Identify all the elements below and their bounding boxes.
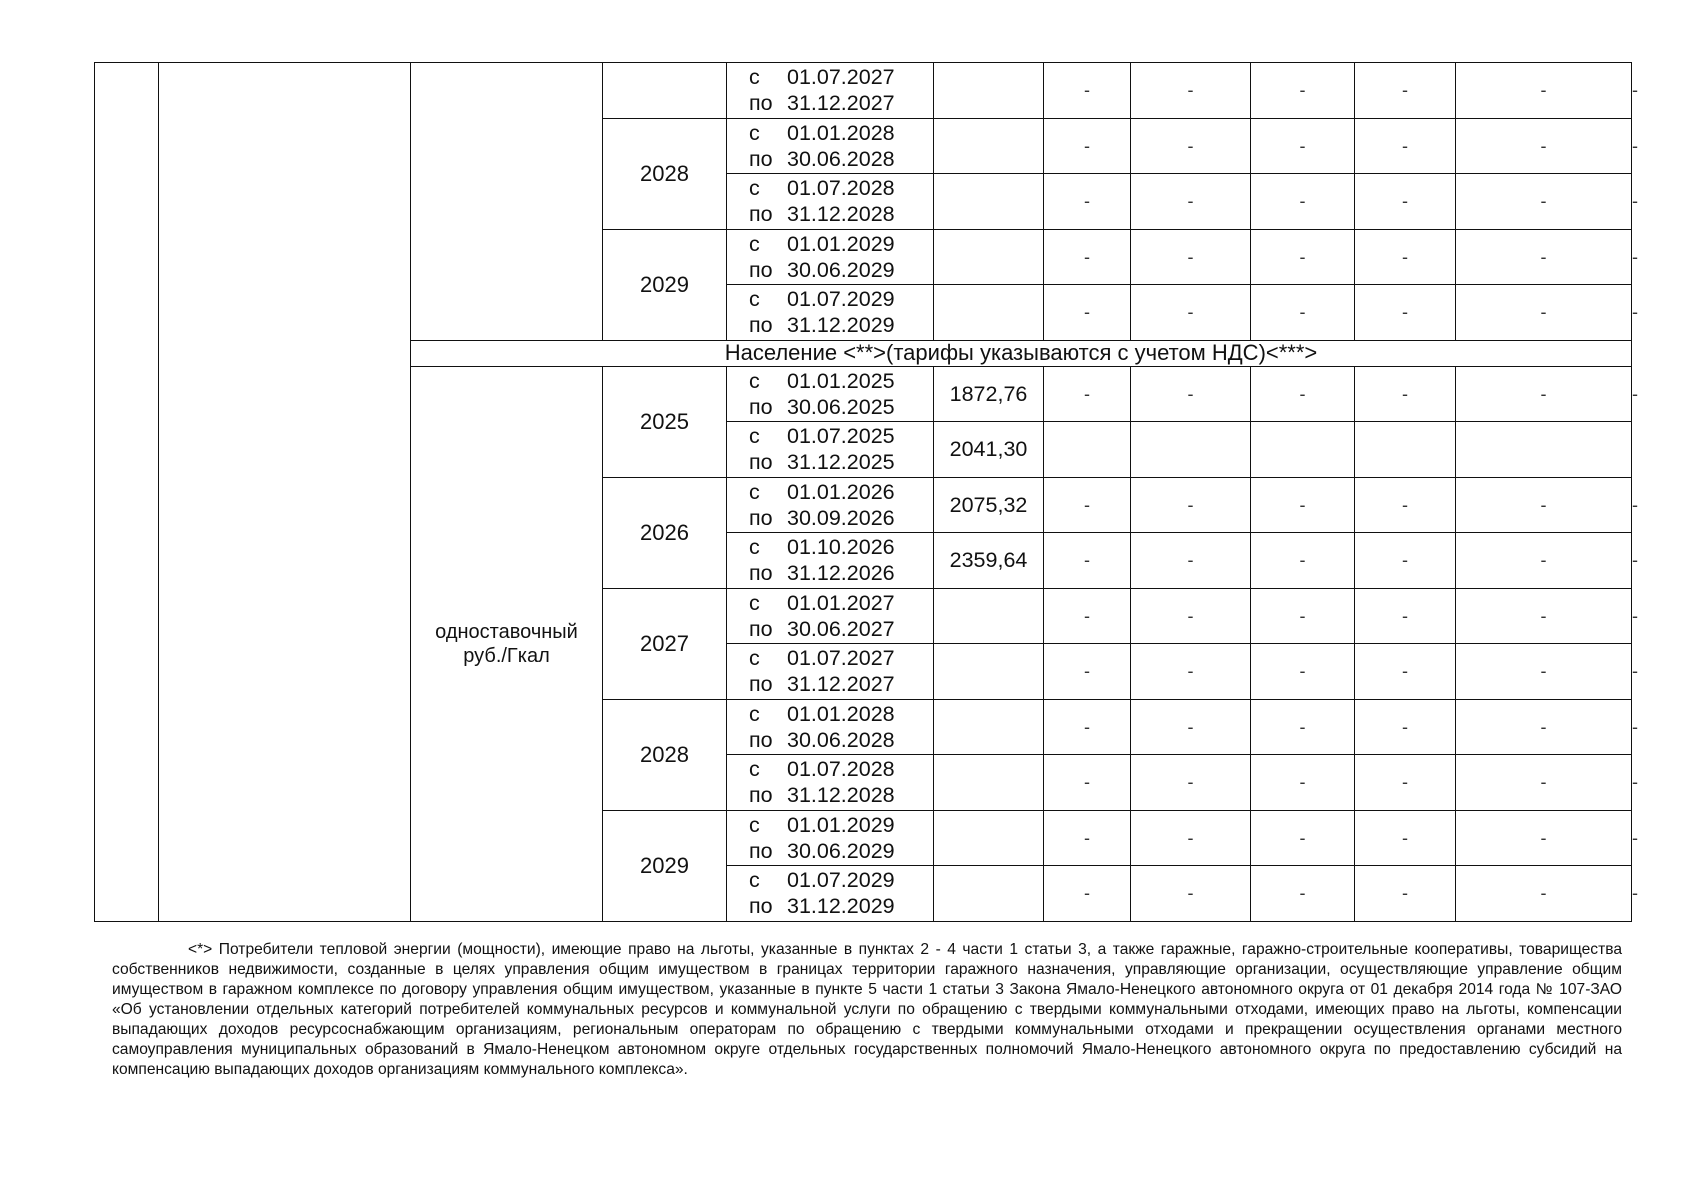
dash-cell: - bbox=[1251, 229, 1355, 285]
dash-cell: - bbox=[1044, 477, 1131, 533]
dash-cell: - bbox=[1355, 699, 1456, 755]
dash-cell: - bbox=[1044, 866, 1131, 922]
period-to bbox=[749, 201, 933, 227]
to-date: 31.12.2027 bbox=[787, 91, 895, 116]
dash-cell: - bbox=[1044, 755, 1131, 811]
year-cell: 2029 bbox=[603, 229, 727, 340]
tariff-value: 1872,76 bbox=[934, 366, 1044, 422]
dash-cell: - bbox=[1044, 588, 1131, 644]
dash-cell: - bbox=[1456, 755, 1632, 811]
to-prefix: по bbox=[749, 672, 773, 697]
dash-cell: - bbox=[1131, 588, 1251, 644]
from-prefix: с bbox=[749, 812, 760, 837]
dash-cell: - bbox=[1044, 644, 1131, 700]
footnote: <*> Потребители тепловой энергии (мощности), имеющие право на льготы, указанные в пунктах 2 - 4 части 1 статьи 3, а также гаражные, гаражно-строительные кооперативы, товарищества собственников недвижимости, созданные в целях управления общим имуществом в границах территории гаражного назначения, управляющие организации, осуществляющие управление общим имуществом в гаражном комплексе по договору управления общим имуществом, указанные в пункте 5 части 1 статьи 3 Закона Ямало-Ненецкого автономного округа от 01 декабря 2014 года № 107-ЗАО «Об установлении отдельных категорий потребителей коммунальных ресурсов и коммунальной услуги по обращению с твердыми коммунальными отходами, имеющих право на льготы, компенсации выпадающих доходов ресурсоснабжающим организациям, региональным операторам по обращению с твердыми коммунальными отходами и прекращении осуществления органами местного самоуправления муниципальных образований в Ямало-Ненецком автономном округе отдельных государственных полномочий Ямало-Ненецкого автономного округа по предоставлению субсидий на компенсацию выпадающих доходов организациям коммунального комплекса». bbox=[112, 941, 1622, 1078]
period-cell bbox=[727, 477, 934, 533]
dash-cell: - bbox=[1355, 229, 1456, 285]
dash-cell: - bbox=[1251, 533, 1355, 589]
table-row: 2028 с 01.01.2028 по 30.06.2028 - - - - - - bbox=[95, 118, 1632, 174]
to-prefix: по bbox=[749, 313, 773, 338]
dash-cell: - bbox=[1044, 699, 1131, 755]
to-prefix: по bbox=[749, 450, 773, 475]
period-cell bbox=[727, 699, 934, 755]
dash-cell: - bbox=[1355, 366, 1456, 422]
to-prefix: по bbox=[749, 727, 773, 752]
period-to bbox=[749, 616, 933, 642]
dash-cell: - bbox=[1355, 588, 1456, 644]
dash-cell: - bbox=[1456, 366, 1632, 422]
dash-cell: - bbox=[1456, 118, 1632, 174]
period-cell bbox=[727, 866, 934, 922]
dash-cell: - bbox=[1044, 229, 1131, 285]
period-from bbox=[749, 867, 933, 893]
table-row: с 01.07.2027 по 31.12.2027 - - - - - - bbox=[95, 644, 1632, 700]
dash-cell: - bbox=[1131, 174, 1251, 230]
from-prefix: с bbox=[749, 479, 760, 504]
dash-cell: - bbox=[1456, 63, 1632, 119]
period-cell bbox=[727, 63, 934, 119]
period-from bbox=[749, 645, 933, 671]
to-prefix: по bbox=[749, 202, 773, 227]
period-to bbox=[749, 505, 933, 531]
table-row: с 01.07.2029 по 31.12.2029 - - - - - - bbox=[95, 866, 1632, 922]
to-date: 31.12.2025 bbox=[787, 450, 895, 475]
period-cell bbox=[727, 229, 934, 285]
dash-cell: - bbox=[1131, 866, 1251, 922]
dash-cell: - bbox=[1251, 810, 1355, 866]
period-from bbox=[749, 534, 933, 560]
period-from bbox=[749, 231, 933, 257]
table-row: 2028 с 01.01.2028 по 30.06.2028 - - - - - - bbox=[95, 699, 1632, 755]
dash-cell: - bbox=[1131, 810, 1251, 866]
empty-cell bbox=[1355, 422, 1456, 478]
dash-cell: - bbox=[1251, 285, 1355, 341]
tariff-value: 2075,32 bbox=[934, 477, 1044, 533]
dash-cell: - bbox=[1456, 229, 1632, 285]
dash-cell: - bbox=[1131, 644, 1251, 700]
dash-cell: - bbox=[1251, 588, 1355, 644]
dash-cell: - bbox=[1251, 644, 1355, 700]
tariff-table bbox=[94, 62, 1638, 922]
dash-cell: - bbox=[1131, 755, 1251, 811]
dash-cell: - bbox=[1355, 174, 1456, 230]
dash-cell: - bbox=[1355, 477, 1456, 533]
period-cell bbox=[727, 810, 934, 866]
dash-cell: - bbox=[1044, 366, 1131, 422]
dash-cell: - bbox=[1456, 588, 1632, 644]
dash-cell: - bbox=[1456, 810, 1632, 866]
from-date: 01.01.2025 bbox=[787, 368, 895, 393]
from-date: 01.07.2029 bbox=[787, 287, 895, 312]
to-prefix: по bbox=[749, 616, 773, 641]
period-from bbox=[749, 175, 933, 201]
to-date: 31.12.2028 bbox=[787, 783, 895, 808]
organization-cell bbox=[159, 63, 411, 922]
table-row: с 01.07.2028 по 31.12.2028 - - - - - - bbox=[95, 755, 1632, 811]
to-date: 31.12.2027 bbox=[787, 672, 895, 697]
dash-cell: - bbox=[1044, 174, 1131, 230]
to-prefix: по bbox=[749, 783, 773, 808]
year-cell: 2029 bbox=[603, 810, 727, 921]
empty-cell bbox=[1456, 422, 1632, 478]
dash-cell: - bbox=[1044, 285, 1131, 341]
dash-cell: - bbox=[1251, 755, 1355, 811]
period-from bbox=[749, 812, 933, 838]
number-cell bbox=[95, 63, 159, 922]
dash-cell: - bbox=[1355, 63, 1456, 119]
to-date: 31.12.2029 bbox=[787, 894, 895, 919]
table-row: 2027 с 01.01.2027 по 30.06.2027 - - - - - - bbox=[95, 588, 1632, 644]
from-date: 01.07.2029 bbox=[787, 868, 895, 893]
to-prefix: по bbox=[749, 894, 773, 919]
table-row: с 01.07.2029 по 31.12.2029 - - - - - - bbox=[95, 285, 1632, 341]
period-from bbox=[749, 590, 933, 616]
dash-cell: - bbox=[1044, 63, 1131, 119]
to-date: 30.06.2028 bbox=[787, 146, 895, 171]
period-from bbox=[749, 120, 933, 146]
from-date: 01.01.2028 bbox=[787, 120, 895, 145]
to-date: 31.12.2026 bbox=[787, 561, 895, 586]
tariff-value bbox=[934, 810, 1044, 866]
tariff-value bbox=[934, 63, 1044, 119]
period-to bbox=[749, 90, 933, 116]
to-prefix: по bbox=[749, 146, 773, 171]
period-to bbox=[749, 727, 933, 753]
dash-cell: - bbox=[1131, 285, 1251, 341]
period-to bbox=[749, 449, 933, 475]
to-date: 30.06.2029 bbox=[787, 838, 895, 863]
dash-cell: - bbox=[1456, 285, 1632, 341]
from-date: 01.01.2028 bbox=[787, 701, 895, 726]
year-cell bbox=[603, 63, 727, 119]
to-prefix: по bbox=[749, 505, 773, 530]
year-cell: 2026 bbox=[603, 477, 727, 588]
period-from bbox=[749, 701, 933, 727]
to-date: 30.06.2027 bbox=[787, 616, 895, 641]
dash-cell: - bbox=[1355, 810, 1456, 866]
dash-cell: - bbox=[1355, 533, 1456, 589]
table-row: с 01.07.2028 по 31.12.2028 - - - - - - bbox=[95, 174, 1632, 230]
tariff-table-body bbox=[95, 63, 1638, 922]
from-prefix: с bbox=[749, 535, 760, 560]
tariff-kind-cell: одноставочный руб./Гкал bbox=[411, 366, 603, 921]
to-prefix: по bbox=[749, 91, 773, 116]
year-cell: 2027 bbox=[603, 588, 727, 699]
dash-cell: - bbox=[1251, 866, 1355, 922]
dash-cell: - bbox=[1251, 366, 1355, 422]
year-cell: 2025 bbox=[603, 366, 727, 477]
tariff-kind-cell bbox=[411, 63, 603, 341]
dash-cell: - bbox=[1044, 533, 1131, 589]
from-date: 01.07.2025 bbox=[787, 424, 895, 449]
tariff-value bbox=[934, 588, 1044, 644]
year-cell: 2028 bbox=[603, 118, 727, 229]
dash-cell: - bbox=[1355, 866, 1456, 922]
from-prefix: с bbox=[749, 176, 760, 201]
table-row: 2029 с 01.01.2029 по 30.06.2029 - - - - - - bbox=[95, 810, 1632, 866]
period-cell bbox=[727, 644, 934, 700]
tariff-value bbox=[934, 118, 1044, 174]
from-date: 01.01.2026 bbox=[787, 479, 895, 504]
dash-cell: - bbox=[1044, 118, 1131, 174]
dash-cell: - bbox=[1456, 866, 1632, 922]
empty-cell bbox=[1044, 422, 1131, 478]
period-to bbox=[749, 838, 933, 864]
to-date: 30.09.2026 bbox=[787, 505, 895, 530]
tariff-value: 2359,64 bbox=[934, 533, 1044, 589]
dash-cell: - bbox=[1131, 477, 1251, 533]
dash-cell: - bbox=[1251, 477, 1355, 533]
period-from bbox=[749, 64, 933, 90]
from-prefix: с bbox=[749, 368, 760, 393]
to-date: 31.12.2028 bbox=[787, 202, 895, 227]
dash-cell: - bbox=[1355, 644, 1456, 700]
from-date: 01.07.2028 bbox=[787, 757, 895, 782]
period-from bbox=[749, 286, 933, 312]
tariff-value bbox=[934, 285, 1044, 341]
tariff-value bbox=[934, 644, 1044, 700]
to-prefix: по bbox=[749, 561, 773, 586]
section-header: Население <**>(тарифы указываются с учетом НДС)<***> bbox=[411, 340, 1632, 366]
period-to bbox=[749, 257, 933, 283]
from-date: 01.01.2027 bbox=[787, 590, 895, 615]
period-from bbox=[749, 423, 933, 449]
period-to bbox=[749, 394, 933, 420]
period-cell bbox=[727, 588, 934, 644]
table-row: 2026 с 01.01.2026 по 30.09.2026 2075,32 - - - - - - bbox=[95, 477, 1632, 533]
to-prefix: по bbox=[749, 394, 773, 419]
dash-cell: - bbox=[1131, 229, 1251, 285]
dash-cell: - bbox=[1355, 118, 1456, 174]
table-row: с 01.10.2026 по 31.12.2026 2359,64 - - - - - - bbox=[95, 533, 1632, 589]
from-prefix: с bbox=[749, 120, 760, 145]
from-prefix: с bbox=[749, 757, 760, 782]
dash-cell: - bbox=[1044, 810, 1131, 866]
from-prefix: с bbox=[749, 424, 760, 449]
table-row: с 01.07.2027 по 31.12.2027 - - - - - - bbox=[95, 63, 1632, 119]
period-from bbox=[749, 756, 933, 782]
from-prefix: с bbox=[749, 231, 760, 256]
tariff-value: 2041,30 bbox=[934, 422, 1044, 478]
tariff-value bbox=[934, 174, 1044, 230]
table-row: одноставочный руб./Гкал 2025 с 01.01.2025 по 30.06.2025 1872,76 - - - - - - bbox=[95, 366, 1632, 422]
dash-cell: - bbox=[1131, 118, 1251, 174]
period-cell bbox=[727, 533, 934, 589]
from-prefix: с bbox=[749, 65, 760, 90]
period-from bbox=[749, 368, 933, 394]
period-to bbox=[749, 782, 933, 808]
from-date: 01.07.2027 bbox=[787, 65, 895, 90]
period-to bbox=[749, 893, 933, 919]
from-date: 01.01.2029 bbox=[787, 231, 895, 256]
tariff-value bbox=[934, 755, 1044, 811]
dash-cell: - bbox=[1251, 118, 1355, 174]
tariff-value bbox=[934, 699, 1044, 755]
tariff-value bbox=[934, 229, 1044, 285]
to-date: 30.06.2025 bbox=[787, 394, 895, 419]
from-prefix: с bbox=[749, 590, 760, 615]
dash-cell: - bbox=[1131, 63, 1251, 119]
to-date: 30.06.2029 bbox=[787, 257, 895, 282]
year-cell: 2028 bbox=[603, 699, 727, 810]
period-to bbox=[749, 671, 933, 697]
to-prefix: по bbox=[749, 257, 773, 282]
from-date: 01.07.2027 bbox=[787, 646, 895, 671]
tariff-value bbox=[934, 866, 1044, 922]
empty-cell bbox=[1131, 422, 1251, 478]
to-prefix: по bbox=[749, 838, 773, 863]
period-cell bbox=[727, 285, 934, 341]
dash-cell: - bbox=[1456, 644, 1632, 700]
period-cell bbox=[727, 118, 934, 174]
period-cell bbox=[727, 366, 934, 422]
dash-cell: - bbox=[1456, 477, 1632, 533]
dash-cell: - bbox=[1456, 533, 1632, 589]
period-cell bbox=[727, 755, 934, 811]
from-prefix: с bbox=[749, 287, 760, 312]
from-prefix: с bbox=[749, 701, 760, 726]
from-prefix: с bbox=[749, 868, 760, 893]
period-from bbox=[749, 479, 933, 505]
from-date: 01.07.2028 bbox=[787, 176, 895, 201]
dash-cell: - bbox=[1456, 174, 1632, 230]
from-date: 01.01.2029 bbox=[787, 812, 895, 837]
dash-cell: - bbox=[1456, 699, 1632, 755]
dash-cell: - bbox=[1251, 174, 1355, 230]
from-date: 01.10.2026 bbox=[787, 535, 895, 560]
dash-cell: - bbox=[1131, 366, 1251, 422]
to-date: 31.12.2029 bbox=[787, 313, 895, 338]
period-to bbox=[749, 312, 933, 338]
period-to bbox=[749, 146, 933, 172]
dash-cell: - bbox=[1131, 533, 1251, 589]
dash-cell: - bbox=[1251, 699, 1355, 755]
period-to bbox=[749, 560, 933, 586]
dash-cell: - bbox=[1355, 285, 1456, 341]
empty-cell bbox=[1251, 422, 1355, 478]
period-cell bbox=[727, 174, 934, 230]
to-date: 30.06.2028 bbox=[787, 727, 895, 752]
period-cell bbox=[727, 422, 934, 478]
table-row: 2029 с 01.01.2029 по 30.06.2029 - - - - - - bbox=[95, 229, 1632, 285]
dash-cell: - bbox=[1251, 63, 1355, 119]
dash-cell: - bbox=[1355, 755, 1456, 811]
from-prefix: с bbox=[749, 646, 760, 671]
dash-cell: - bbox=[1131, 699, 1251, 755]
